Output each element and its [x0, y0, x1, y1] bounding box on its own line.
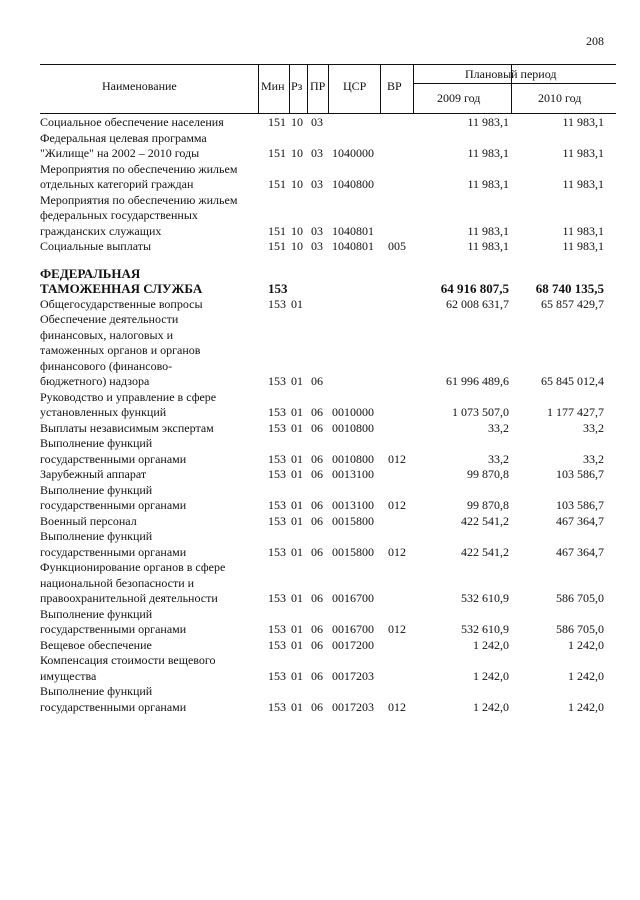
row-csr: 1040000	[332, 146, 374, 160]
row-csr: 0013100	[332, 498, 374, 512]
row-2009: 11 983,1	[467, 223, 509, 238]
row-2010: 65 857 429,7	[541, 296, 604, 311]
row-rz: 01	[291, 544, 303, 559]
row-rz: 01	[291, 498, 303, 512]
row-name: Федеральная целевая программа "Жилище" на 2002 – 2010 годы	[40, 130, 207, 160]
row-rz: 01	[291, 668, 303, 683]
header-csr: ЦСР	[343, 79, 367, 93]
row-2010: 11 983,1	[562, 223, 604, 238]
row-name: Социальные выплаты	[40, 239, 152, 253]
row-pr: 03	[311, 115, 323, 129]
header-vr: ВР	[387, 79, 402, 93]
row-pr: 06	[311, 668, 323, 683]
row-min: 153	[268, 281, 288, 296]
table-row	[40, 131, 640, 162]
row-pr: 06	[311, 513, 323, 528]
table-body	[40, 115, 640, 715]
header-name: Наименование	[102, 79, 177, 93]
row-rz: 01	[291, 467, 303, 481]
row-2009: 1 242,0	[473, 668, 509, 683]
row-2009: 532 610,9	[461, 622, 509, 636]
row-2010: 11 983,1	[562, 115, 604, 129]
row-min: 153	[268, 296, 286, 311]
row-csr: 0017203	[332, 668, 374, 683]
row-name: Военный персонал	[40, 513, 137, 528]
row-min: 153	[268, 405, 286, 419]
row-min: 153	[268, 544, 286, 559]
row-2009: 61 996 489,6	[446, 374, 509, 388]
row-2010: 103 586,7	[556, 498, 604, 512]
row-min: 153	[268, 622, 286, 636]
table-row	[40, 467, 640, 483]
row-pr: 06	[311, 405, 323, 419]
row-pr: 06	[311, 544, 323, 559]
row-name: Мероприятия по обеспечению жильем федеральных государственных гражданских служащих	[40, 192, 238, 238]
row-min: 153	[268, 374, 286, 388]
header-rz: Рз	[291, 79, 303, 93]
row-2009: 33,2	[488, 451, 509, 466]
row-pr: 03	[311, 239, 323, 253]
row-rz: 01	[291, 374, 303, 388]
header-pr: ПР	[310, 79, 326, 93]
row-rz: 01	[291, 451, 303, 466]
row-2010: 33,2	[583, 420, 604, 435]
row-2009: 1 242,0	[473, 637, 509, 652]
header-subdivider	[413, 83, 616, 84]
row-2009: 11 983,1	[467, 115, 509, 129]
row-name: Руководство и управление в сфере установленных функций	[40, 389, 217, 419]
row-min: 153	[268, 637, 286, 652]
row-min: 153	[268, 591, 286, 605]
row-2009: 1 242,0	[473, 699, 509, 714]
header-min: Мин	[261, 79, 285, 93]
row-vr: 005	[388, 239, 406, 253]
row-csr: 0015800	[332, 544, 374, 559]
row-min: 151	[268, 239, 286, 253]
table-header	[40, 64, 616, 114]
row-rz: 01	[291, 405, 303, 419]
page-number: 208	[586, 34, 604, 48]
header-divider	[307, 64, 308, 114]
row-min: 151	[268, 115, 286, 129]
row-2009: 64 916 807,5	[440, 281, 509, 296]
table-row	[40, 607, 640, 638]
table-row	[40, 162, 640, 193]
row-pr: 06	[311, 374, 323, 388]
table-row	[40, 560, 640, 607]
row-csr: 0010800	[332, 420, 374, 435]
row-rz: 01	[291, 591, 303, 605]
row-vr: 012	[388, 699, 406, 714]
row-vr: 012	[388, 544, 406, 559]
row-min: 153	[268, 451, 286, 466]
row-pr: 06	[311, 591, 323, 605]
header-2009: 2009 год	[437, 91, 481, 105]
row-2010: 467 364,7	[556, 513, 604, 528]
row-rz: 01	[291, 637, 303, 652]
table-row	[40, 312, 640, 390]
header-divider	[258, 64, 259, 114]
row-2010: 586 705,0	[556, 591, 604, 605]
row-min: 151	[268, 177, 286, 191]
row-name: Мероприятия по обеспечению жильем отдельных категорий граждан	[40, 161, 238, 191]
row-rz: 10	[291, 239, 303, 253]
header-divider	[380, 64, 381, 114]
table-row	[40, 421, 640, 437]
row-2009: 11 983,1	[467, 239, 509, 253]
row-rz: 01	[291, 420, 303, 435]
row-rz: 10	[291, 177, 303, 191]
row-pr: 06	[311, 622, 323, 636]
row-pr: 06	[311, 699, 323, 714]
row-2010: 1 242,0	[568, 668, 604, 683]
row-pr: 06	[311, 637, 323, 652]
header-divider	[328, 64, 329, 114]
row-rz: 10	[291, 146, 303, 160]
row-2010: 65 845 012,4	[541, 374, 604, 388]
row-2010: 11 983,1	[562, 239, 604, 253]
row-name: Зарубежный аппарат	[40, 467, 147, 481]
row-2009: 99 870,8	[467, 498, 509, 512]
row-2009: 11 983,1	[467, 146, 509, 160]
row-min: 153	[268, 420, 286, 435]
row-name: Выполнение функций государственными органами	[40, 436, 187, 466]
row-2010: 586 705,0	[556, 622, 604, 636]
row-2009: 33,2	[488, 420, 509, 435]
row-min: 153	[268, 699, 286, 714]
row-min: 151	[268, 146, 286, 160]
row-csr: 0015800	[332, 513, 374, 528]
row-name: Вещевое обеспечение	[40, 637, 152, 652]
table-row	[40, 638, 640, 654]
row-name: Выполнение функций государственными органами	[40, 529, 187, 559]
row-min: 151	[268, 223, 286, 238]
row-name: ФЕДЕРАЛЬНАЯ ТАМОЖЕННАЯ СЛУЖБА	[40, 265, 203, 296]
table-row	[40, 436, 640, 467]
row-vr: 012	[388, 451, 406, 466]
row-2010: 1 177 427,7	[547, 405, 604, 419]
row-csr: 0016700	[332, 622, 374, 636]
row-2009: 1 073 507,0	[452, 405, 509, 419]
table-row	[40, 115, 640, 131]
row-csr: 0017200	[332, 637, 374, 652]
header-2010: 2010 год	[538, 91, 582, 105]
row-name: Общегосударственные вопросы	[40, 296, 203, 311]
row-name: Выплаты независимым экспертам	[40, 420, 214, 435]
row-rz: 10	[291, 223, 303, 238]
header-period: Плановый период	[465, 67, 557, 81]
row-2010: 467 364,7	[556, 544, 604, 559]
row-csr: 0010800	[332, 451, 374, 466]
row-name: Выполнение функций государственными органами	[40, 606, 187, 636]
row-name: Выполнение функций государственными органами	[40, 482, 187, 512]
table-row	[40, 684, 640, 715]
row-pr: 03	[311, 146, 323, 160]
row-vr: 012	[388, 498, 406, 512]
row-name: Социальное обеспечение населения	[40, 115, 224, 129]
row-2009: 422 541,2	[461, 513, 509, 528]
header-divider	[413, 64, 414, 114]
table-row	[40, 529, 640, 560]
row-2009: 99 870,8	[467, 467, 509, 481]
row-2009: 11 983,1	[467, 177, 509, 191]
row-csr: 0010000	[332, 405, 374, 419]
header-divider	[289, 64, 290, 114]
row-csr: 0013100	[332, 467, 374, 481]
row-2010: 1 242,0	[568, 637, 604, 652]
row-rz: 10	[291, 115, 303, 129]
row-pr: 06	[311, 467, 323, 481]
table-row-section	[40, 266, 640, 297]
row-2010: 11 983,1	[562, 146, 604, 160]
row-csr: 1040801	[332, 223, 374, 238]
row-csr: 0017203	[332, 699, 374, 714]
row-rz: 01	[291, 513, 303, 528]
row-2009: 422 541,2	[461, 544, 509, 559]
row-pr: 06	[311, 451, 323, 466]
row-min: 153	[268, 668, 286, 683]
row-pr: 03	[311, 177, 323, 191]
row-2010: 33,2	[583, 451, 604, 466]
row-pr: 03	[311, 223, 323, 238]
row-min: 153	[268, 467, 286, 481]
table-row	[40, 239, 640, 255]
row-pr: 06	[311, 498, 323, 512]
row-csr: 0016700	[332, 591, 374, 605]
row-2009: 62 008 631,7	[446, 296, 509, 311]
row-csr: 1040801	[332, 239, 374, 253]
table-row	[40, 390, 640, 421]
row-2010: 68 740 135,5	[535, 281, 604, 296]
row-2010: 1 242,0	[568, 699, 604, 714]
row-min: 153	[268, 513, 286, 528]
row-rz: 01	[291, 699, 303, 714]
table-row	[40, 514, 640, 530]
row-min: 153	[268, 498, 286, 512]
row-rz: 01	[291, 622, 303, 636]
table-row	[40, 297, 640, 313]
row-2009: 532 610,9	[461, 591, 509, 605]
row-csr: 1040800	[332, 177, 374, 191]
row-name: Выполнение функций государственными органами	[40, 684, 187, 714]
table-row	[40, 653, 640, 684]
table-row	[40, 193, 640, 240]
row-2010: 11 983,1	[562, 177, 604, 191]
row-2010: 103 586,7	[556, 467, 604, 481]
table-row	[40, 483, 640, 514]
row-name: Компенсация стоимости вещевого имущества	[40, 653, 216, 683]
row-rz: 01	[291, 296, 303, 311]
row-pr: 06	[311, 420, 323, 435]
row-vr: 012	[388, 622, 406, 636]
row-name: Обеспечение деятельности финансовых, налоговых и таможенных органов и органов финансового (финансово-бюджетного) надзора	[40, 312, 201, 388]
row-name: Функционирование органов в сфере национальной безопасности и правоохранительной деятельности	[40, 560, 226, 605]
